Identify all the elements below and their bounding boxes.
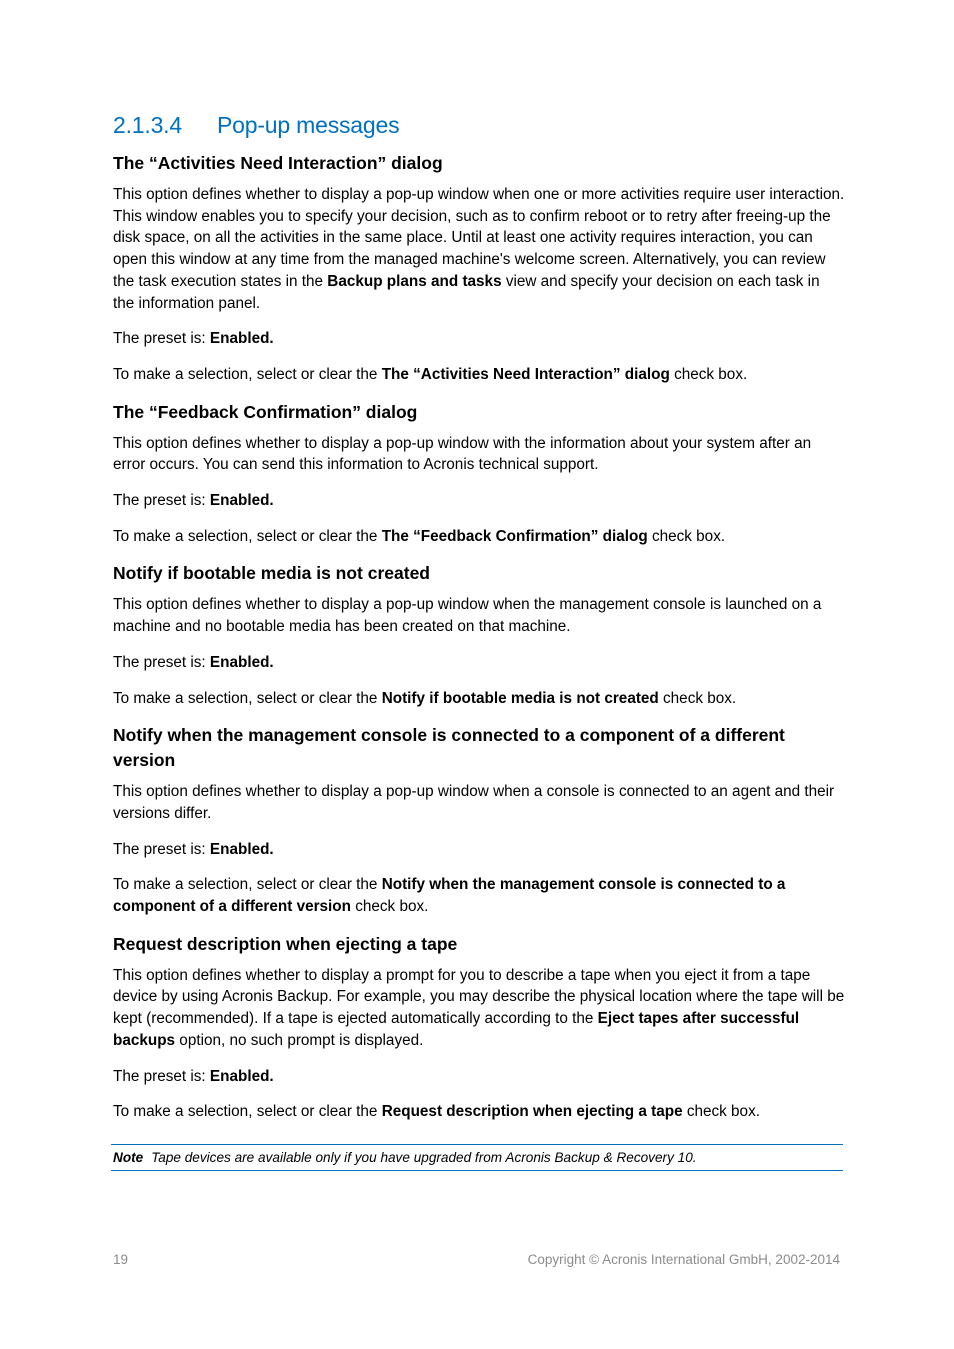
instruction-text: check box. [647, 527, 726, 545]
instruction-text: check box. [682, 1103, 760, 1121]
preset-value: Enabled. [209, 492, 274, 510]
description-text: This option defines whether to display a pop-up window with the information about your system after an error occurs. You can send this information to Acronis technical support. [113, 434, 812, 474]
preset-label: The preset is: [113, 492, 210, 510]
preset-value: Enabled. [209, 330, 274, 348]
subsection-title: The “Activities Need Interaction” dialog [113, 153, 443, 173]
preset-line [113, 328, 845, 350]
description-text: This option defines whether to display a prompt for you to describe a tape when you eject it from a tape device by using Acronis Backup. For example, you may describe the physical location where the tape will be kept (recommended). If a tape is ejected automatically according to the [113, 966, 845, 1028]
description-text: This option defines whether to display a pop-up window when the management console is launched on a machine and no bootable media has been created on that machine. [113, 596, 822, 636]
checkbox-name: The “Feedback Confirmation” dialog [381, 527, 648, 545]
preset-label: The preset is: [113, 840, 210, 858]
instruction-text: To make a selection, select or clear the [113, 365, 382, 383]
note-box [111, 1144, 843, 1171]
selection-instruction [113, 688, 845, 710]
checkbox-name: The “Activities Need Interaction” dialog [381, 365, 670, 383]
instruction-text: check box. [658, 689, 737, 707]
subsection-title: Notify when the management console is connected to a component of a different version [113, 725, 785, 771]
subsection-title: Notify if bootable media is not created [113, 563, 430, 584]
instruction-text: check box. [669, 365, 748, 383]
note-text: Tape devices are available only if you have upgraded from Acronis Backup & Recovery 10. [151, 1150, 697, 1165]
description-text: view and specify your decision on each task in the information panel. [113, 272, 820, 312]
checkbox-name: Notify when the management console is connected to a component of a different version [113, 876, 786, 916]
page-number: 19 [113, 1252, 129, 1267]
option-description [113, 184, 845, 314]
option-description [113, 433, 845, 476]
preset-label: The preset is: [113, 653, 210, 671]
copyright-notice: Copyright © Acronis International GmbH, 2002-2014 [527, 1252, 840, 1267]
instruction-text: To make a selection, select or clear the [113, 876, 382, 894]
instruction-text: To make a selection, select or clear the [113, 1103, 382, 1121]
checkbox-name: Request description when ejecting a tape [381, 1103, 683, 1121]
preset-value: Enabled. [209, 840, 274, 858]
subsection-title: The “Feedback Confirmation” dialog [113, 401, 418, 422]
preset-value: Enabled. [209, 653, 274, 671]
checkbox-name: Notify if bootable media is not created [381, 689, 659, 707]
preset-value: Enabled. [209, 1067, 274, 1085]
description-text: This option defines whether to display a pop-up window when one or more activities require user interaction. This window enables you to specify your decision, such as to confirm reboot or to retry after freeing-up the disk space, on all the activities in the same place. Until at least one activity requires interaction, you can open this window at any time from the managed machine's welcome screen. Alternatively, you can review the task execution states in the [113, 186, 845, 290]
preset-line [113, 1066, 845, 1088]
instruction-text: check box. [350, 898, 429, 916]
preset-label: The preset is: [113, 1067, 210, 1085]
section-heading [113, 112, 399, 139]
description-bold-term: Backup plans and tasks [327, 272, 502, 290]
preset-line [113, 839, 845, 861]
description-bold-term: Eject tapes after successful backups [113, 1010, 800, 1049]
description-text: option, no such prompt is displayed. [175, 1031, 424, 1049]
preset-line [113, 490, 845, 512]
subsection-title: Request description when ejecting a tape [113, 933, 458, 954]
preset-label: The preset is: [113, 330, 210, 348]
instruction-text: To make a selection, select or clear the [113, 689, 382, 707]
option-description [113, 594, 845, 637]
option-description [113, 781, 845, 824]
preset-line [113, 652, 845, 674]
selection-instruction [113, 364, 845, 386]
content-body [113, 150, 845, 1123]
selection-instruction [113, 526, 845, 548]
description-text: This option defines whether to display a pop-up window when a console is connected to an agent and their versions differ. [113, 783, 835, 822]
section-number: 2.1.3.4 [113, 112, 182, 138]
instruction-text: To make a selection, select or clear the [113, 527, 382, 545]
note-label: Note [113, 1150, 144, 1165]
selection-instruction [113, 1101, 845, 1123]
section-title: Pop-up messages [217, 112, 400, 138]
selection-instruction [113, 874, 845, 917]
option-description [113, 965, 845, 1052]
